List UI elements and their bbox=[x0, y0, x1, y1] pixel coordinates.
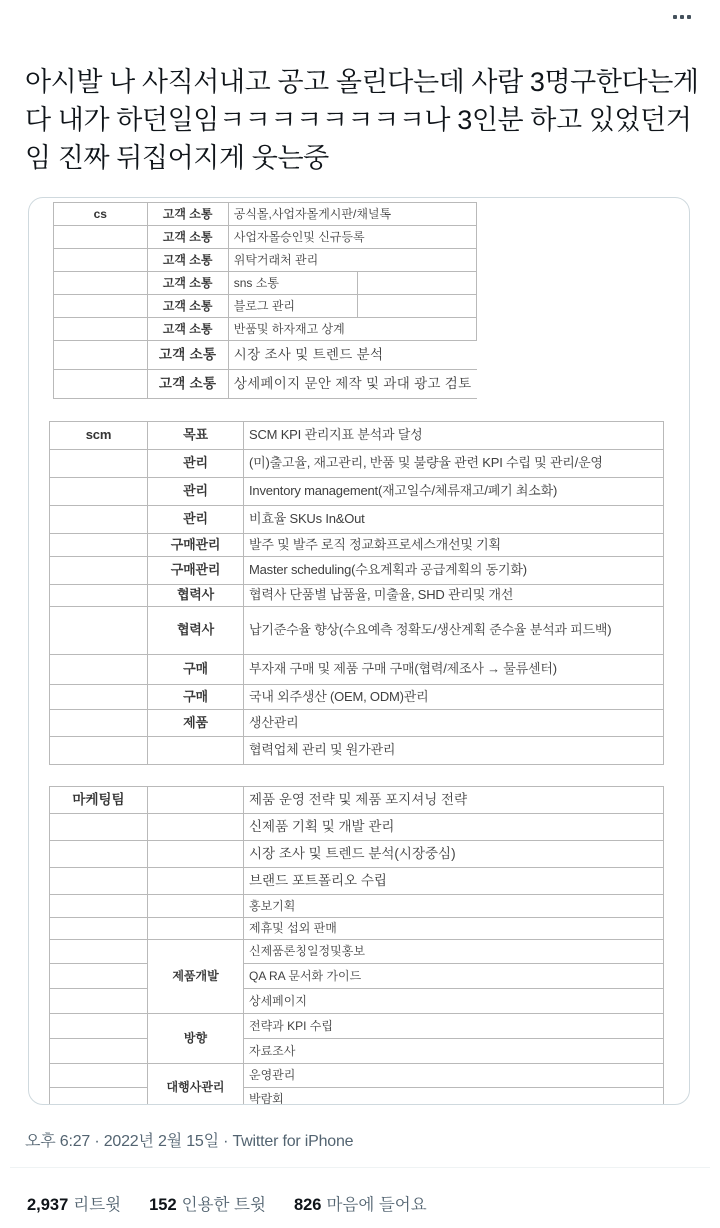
sheet-row bbox=[50, 868, 664, 895]
sheet-cell-group bbox=[50, 737, 148, 765]
sheet-cell-category: 고객 소통 bbox=[147, 249, 228, 272]
sheet-row bbox=[50, 841, 664, 868]
sheet-cell-group: cs bbox=[54, 203, 148, 226]
sheet-cell-category: 고객 소통 bbox=[147, 272, 228, 295]
sheet-cell-task: 비효율 SKUs In&Out bbox=[244, 506, 664, 534]
sheet-cell-group bbox=[54, 272, 148, 295]
retweets-stat[interactable] bbox=[27, 1191, 121, 1215]
sheet-row bbox=[54, 341, 689, 370]
sheet-cell-category: 고객 소통 bbox=[147, 341, 228, 370]
sheet-cell-task: Master scheduling(수요계획과 공급계획의 동기화) bbox=[244, 557, 664, 585]
likes-stat[interactable] bbox=[294, 1191, 427, 1215]
sheet-cell-task: (미)출고율, 재고관리, 반품 및 불량율 관련 KPI 수립 및 관리/운영 bbox=[244, 450, 664, 478]
sheet-cell-group bbox=[54, 370, 148, 399]
sheet-row bbox=[50, 940, 664, 964]
sheet-cell-filler bbox=[477, 249, 689, 272]
sheet-cell-group bbox=[54, 318, 148, 341]
sheet-row bbox=[50, 655, 664, 685]
sheet-cell-task: 운영관리 bbox=[244, 1064, 664, 1088]
sheet-cell-group bbox=[50, 1039, 148, 1064]
sheet-cell-task: 상세페이지 bbox=[244, 989, 664, 1014]
sheet-cell-category: 관리 bbox=[148, 506, 244, 534]
sheet-row bbox=[54, 272, 689, 295]
sheet-cell-group bbox=[50, 814, 148, 841]
sheet-row bbox=[50, 737, 664, 765]
sheet-cell-category: 협력사 bbox=[148, 607, 244, 655]
sheet-cell-task: 위탁거래처 관리 bbox=[228, 249, 476, 272]
sheet-row bbox=[54, 226, 689, 249]
sheet-cell-category: 고객 소통 bbox=[147, 295, 228, 318]
sheet-cell-category: 고객 소통 bbox=[147, 370, 228, 399]
sheet-row bbox=[50, 1064, 664, 1088]
sheet-cell-task: QA RA 문서화 가이드 bbox=[244, 964, 664, 989]
timestamp: 오후 6:27 · 2022년 2월 15일 · Twitter for iPhone bbox=[25, 1133, 354, 1150]
sheet-cell-category bbox=[148, 895, 244, 918]
sheet-row bbox=[50, 989, 664, 1014]
cs-sheet bbox=[53, 202, 689, 399]
stat-count: 152 bbox=[149, 1196, 177, 1214]
marketing-table bbox=[49, 786, 689, 1105]
sheet-cell-group bbox=[50, 655, 148, 685]
sheet-cell-category: 고객 소통 bbox=[147, 318, 228, 341]
sheet-cell-task: 부자재 구매 및 제품 구매 구매(협력/제조사 → 물류센터) bbox=[244, 655, 664, 685]
divider bbox=[10, 1167, 710, 1168]
sheet-cell-group bbox=[50, 685, 148, 710]
sheet-cell-category: 고객 소통 bbox=[147, 203, 228, 226]
sheet-cell-filler bbox=[477, 272, 689, 295]
sheet-cell-group bbox=[50, 1088, 148, 1106]
sheet-row bbox=[50, 814, 664, 841]
sheet-cell-task: 신제품론칭일정및홍보 bbox=[244, 940, 664, 964]
sheet-cell-group: 마케팅팀 bbox=[50, 787, 148, 814]
sheet-cell-task: 납기준수율 향상(수요예측 정확도/생산계획 준수율 분석과 피드백) bbox=[244, 607, 664, 655]
sheet-cell-group bbox=[50, 585, 148, 607]
sheet-cell-category: 관리 bbox=[148, 450, 244, 478]
sheet-cell-category bbox=[148, 814, 244, 841]
more-button[interactable] bbox=[662, 4, 702, 30]
sheet-row bbox=[50, 585, 664, 607]
sheet-cell-empty bbox=[357, 272, 476, 295]
stat-count: 2,937 bbox=[27, 1196, 69, 1214]
sheet-cell-group bbox=[50, 557, 148, 585]
sheet-cell-category bbox=[148, 841, 244, 868]
sheet-cell-task: 국내 외주생산 (OEM, ODM)관리 bbox=[244, 685, 664, 710]
sheet-row bbox=[50, 450, 664, 478]
sheet-cell-category: 방향 bbox=[148, 1014, 244, 1064]
sheet-row bbox=[54, 249, 689, 272]
sheet-row bbox=[54, 295, 689, 318]
sheet-cell-group bbox=[50, 918, 148, 940]
tweet-image-attachment[interactable] bbox=[28, 197, 690, 1105]
sheet-cell-filler bbox=[477, 226, 689, 249]
cs-table bbox=[53, 202, 689, 399]
sheet-cell-task: 전략과 KPI 수립 bbox=[244, 1014, 664, 1039]
quote-tweets-stat[interactable] bbox=[149, 1191, 266, 1215]
sheet-cell-task: 상세페이지 문안 제작 및 과대 광고 검토 bbox=[228, 370, 476, 399]
sheet-cell-filler bbox=[477, 341, 689, 370]
sheet-row bbox=[50, 918, 664, 940]
sheet-cell-category: 협력사 bbox=[148, 585, 244, 607]
stat-label: 리트윗 bbox=[73, 1196, 122, 1214]
sheet-cell-group bbox=[50, 534, 148, 557]
sheet-cell-category: 관리 bbox=[148, 478, 244, 506]
sheet-cell-task: sns 소통 bbox=[228, 272, 357, 295]
sheet-cell-task: 반품및 하자재고 상계 bbox=[228, 318, 476, 341]
sheet-cell-group bbox=[50, 506, 148, 534]
scm-sheet bbox=[49, 421, 664, 765]
sheet-row bbox=[50, 787, 664, 814]
sheet-cell-task: 시장 조사 및 트렌드 분석(시장중심) bbox=[244, 841, 664, 868]
sheet-row bbox=[50, 1088, 664, 1106]
sheet-cell-group bbox=[50, 841, 148, 868]
sheet-cell-group bbox=[54, 249, 148, 272]
sheet-cell-task: 홍보기획 bbox=[244, 895, 664, 918]
tweet-text: 아시발 나 사직서내고 공고 올린다는데 사람 3명구한다는게 다 내가 하던일임ㅋㅋㅋㅋㅋㅋㅋㅋ나 3인분 하고 있었던거임 진짜 뒤집어지게 웃는중 bbox=[25, 67, 699, 173]
stats-row bbox=[27, 1191, 427, 1215]
sheet-cell-group bbox=[50, 607, 148, 655]
sheet-cell-filler bbox=[477, 295, 689, 318]
sheet-cell-category: 구매관리 bbox=[148, 534, 244, 557]
sheet-cell-group bbox=[50, 895, 148, 918]
more-horizontal-icon bbox=[673, 15, 691, 19]
sheet-cell-category: 구매 bbox=[148, 655, 244, 685]
sheet-cell-filler bbox=[477, 370, 689, 399]
sheet-row bbox=[54, 318, 689, 341]
sheet-cell-empty bbox=[357, 295, 476, 318]
sheet-cell-task: 시장 조사 및 트렌드 분석 bbox=[228, 341, 476, 370]
sheet-cell-task: 협력업체 관리 및 원가관리 bbox=[244, 737, 664, 765]
stat-count: 826 bbox=[293, 1196, 322, 1214]
sheet-row bbox=[50, 422, 664, 450]
sheet-cell-group bbox=[50, 1064, 148, 1088]
sheet-row bbox=[50, 607, 664, 655]
sheet-cell-category bbox=[148, 737, 244, 765]
sheet-cell-task: 생산관리 bbox=[244, 710, 664, 737]
sheet-cell-category bbox=[148, 868, 244, 895]
sheet-cell-filler bbox=[477, 203, 689, 226]
sheet-cell-category: 고객 소통 bbox=[147, 226, 228, 249]
sheet-cell-task: 브랜드 포트폴리오 수립 bbox=[244, 868, 664, 895]
sheet-row bbox=[50, 710, 664, 737]
sheet-row bbox=[50, 1014, 664, 1039]
sheet-cell-group bbox=[50, 989, 148, 1014]
sheet-cell-group bbox=[50, 710, 148, 737]
sheet-cell-category: 구매관리 bbox=[148, 557, 244, 585]
sheet-cell-group bbox=[54, 226, 148, 249]
sheet-cell-group bbox=[50, 868, 148, 895]
sheet-row bbox=[54, 203, 689, 226]
sheet-row bbox=[50, 506, 664, 534]
sheet-cell-group bbox=[54, 341, 148, 370]
sheet-row bbox=[50, 478, 664, 506]
scm-table bbox=[49, 421, 689, 765]
marketing-sheet bbox=[49, 786, 664, 1105]
sheet-cell-category bbox=[148, 787, 244, 814]
sheet-row bbox=[50, 1039, 664, 1064]
sheet-cell-group bbox=[54, 295, 148, 318]
sheet-cell-task: 박람회 bbox=[244, 1088, 664, 1106]
sheet-cell-category: 구매 bbox=[148, 685, 244, 710]
sheet-row bbox=[50, 557, 664, 585]
sheet-cell-task: SCM KPI 관리지표 분석과 달성 bbox=[244, 422, 664, 450]
sheet-cell-task: 블로그 관리 bbox=[228, 295, 357, 318]
sheet-cell-filler bbox=[477, 318, 689, 341]
stat-label: 마음에 들어요 bbox=[326, 1196, 427, 1214]
sheet-cell-task: 사업자몰승인및 신규등록 bbox=[228, 226, 476, 249]
sheet-row bbox=[50, 895, 664, 918]
sheet-cell-group bbox=[50, 940, 148, 964]
sheet-row bbox=[54, 370, 689, 399]
sheet-cell-task: 협력사 단품별 납품율, 미출율, SHD 관리및 개선 bbox=[244, 585, 664, 607]
sheet-cell-category: 제품개발 bbox=[148, 940, 244, 1014]
sheet-cell-group: scm bbox=[50, 422, 148, 450]
sheet-cell-task: 제품 운영 전략 및 제품 포지셔닝 전략 bbox=[244, 787, 664, 814]
sheet-cell-group bbox=[50, 964, 148, 989]
sheet-cell-category: 목표 bbox=[148, 422, 244, 450]
sheet-cell-task: 공식몰,사업자몰게시판/채널톡 bbox=[228, 203, 476, 226]
sheet-cell-category: 제품 bbox=[148, 710, 244, 737]
sheet-cell-group bbox=[50, 1014, 148, 1039]
sheet-row bbox=[50, 964, 664, 989]
sheet-cell-task: 발주 및 발주 로직 정교화프로세스개선및 기획 bbox=[244, 534, 664, 557]
sheet-row bbox=[50, 534, 664, 557]
stat-label: 인용한 트윗 bbox=[181, 1196, 266, 1214]
sheet-cell-task: 자료조사 bbox=[244, 1039, 664, 1064]
sheet-cell-task: Inventory management(재고일수/체류재고/폐기 최소화) bbox=[244, 478, 664, 506]
sheet-cell-group bbox=[50, 478, 148, 506]
sheet-cell-category bbox=[148, 918, 244, 940]
sheet-cell-group bbox=[50, 450, 148, 478]
sheet-cell-task: 제휴및 섭외 판매 bbox=[244, 918, 664, 940]
sheet-cell-task: 신제품 기획 및 개발 관리 bbox=[244, 814, 664, 841]
sheet-row bbox=[50, 685, 664, 710]
sheet-cell-category: 대행사관리 bbox=[148, 1064, 244, 1106]
